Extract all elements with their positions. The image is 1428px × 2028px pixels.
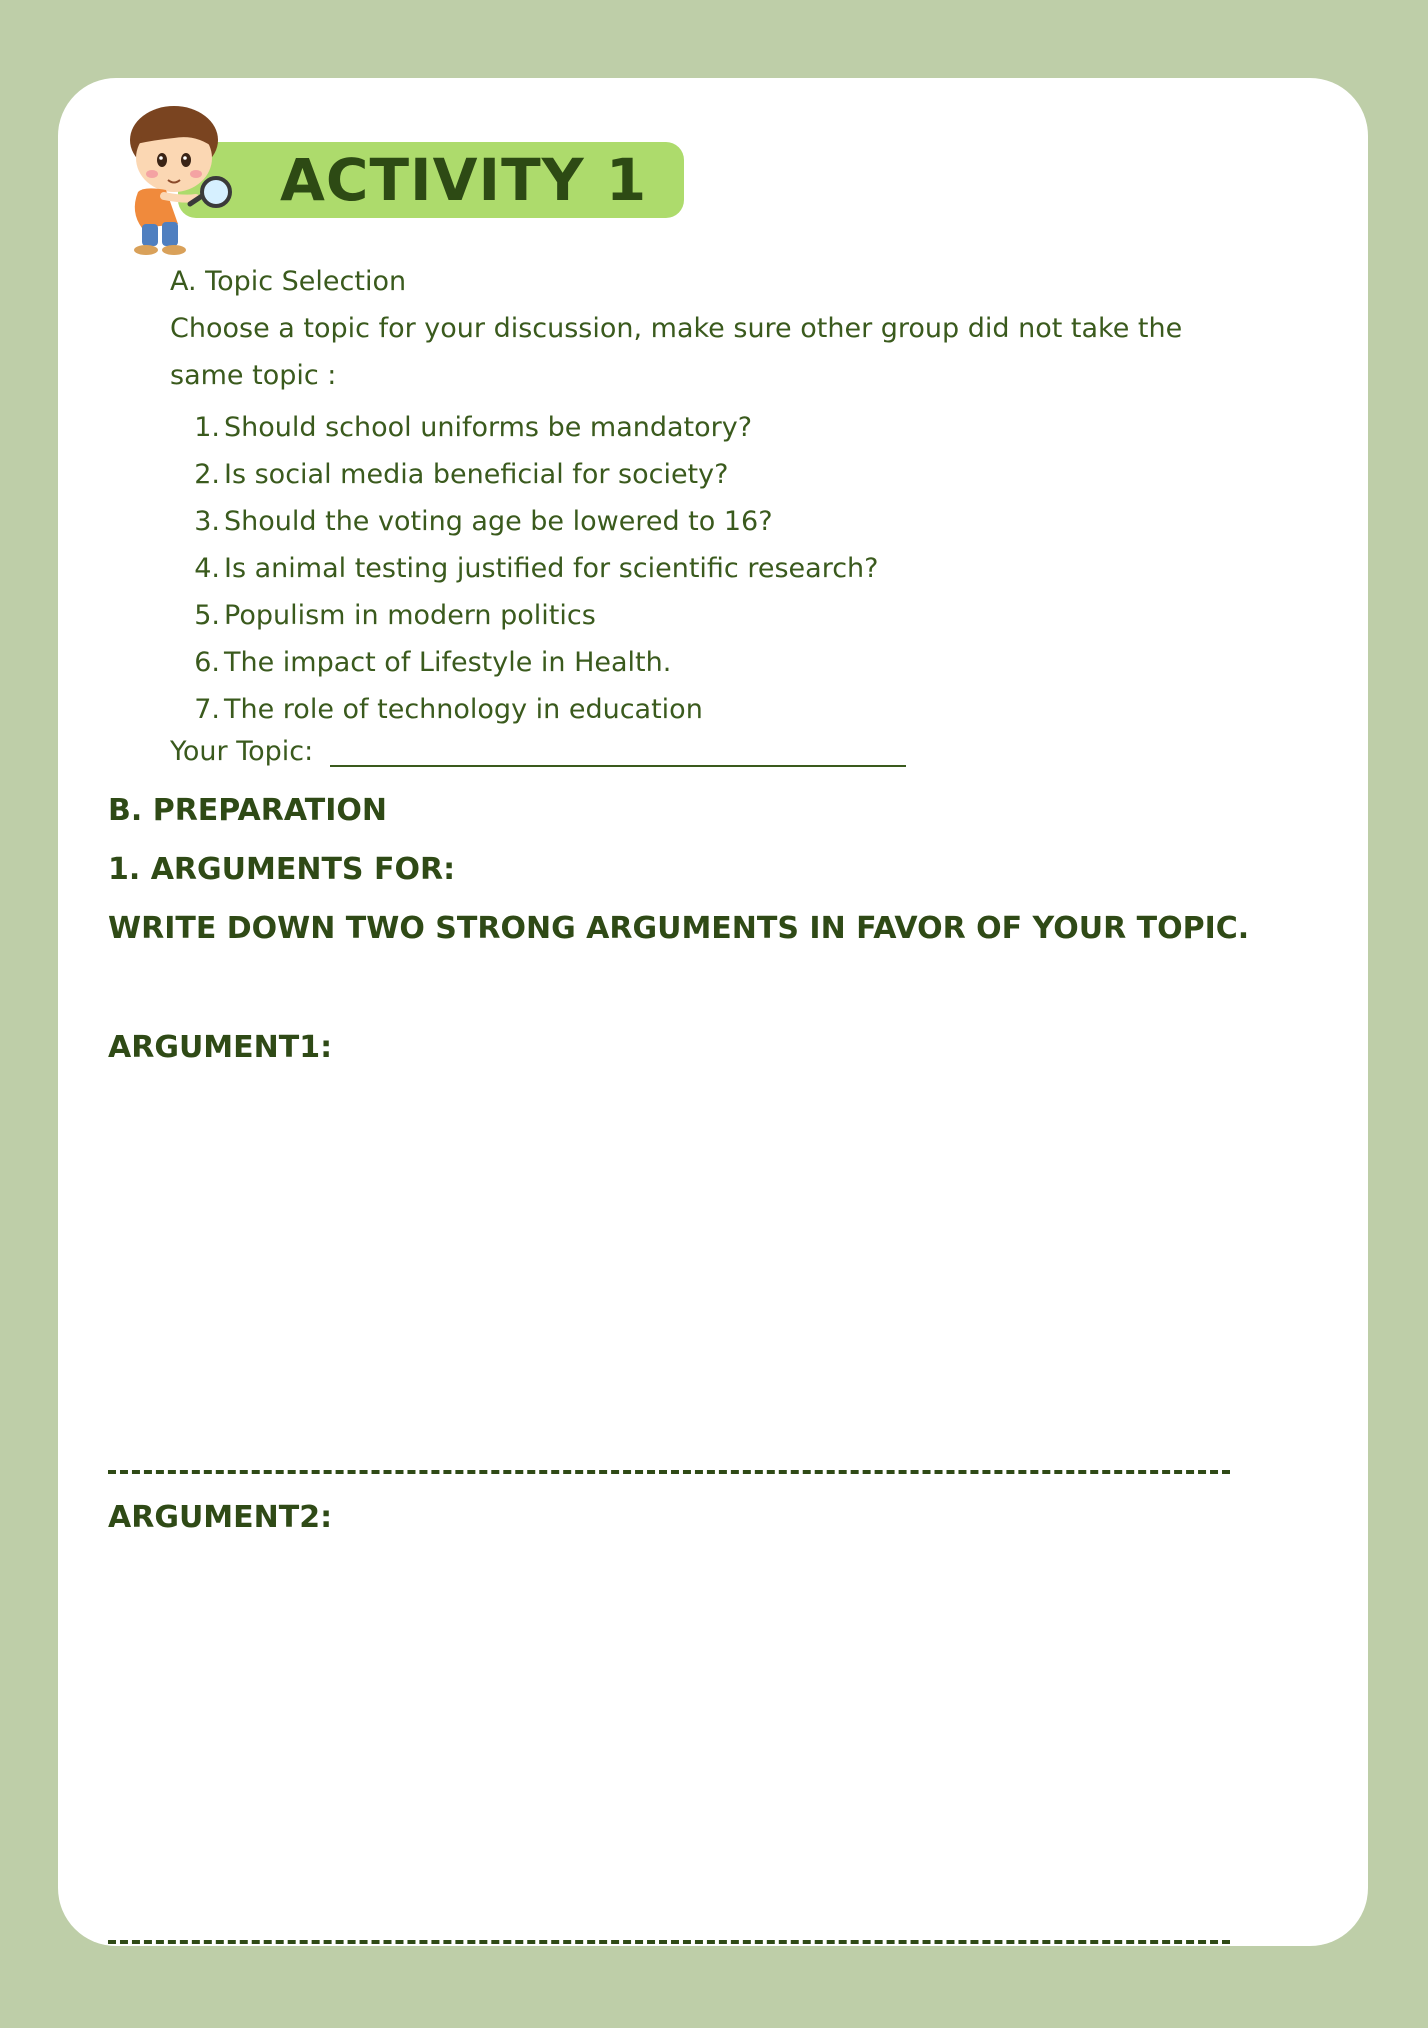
list-item: 6. The impact of Lifestyle in Health. [194,647,672,678]
worksheet-card [58,78,1368,1946]
argument2-label: ARGUMENT2: [108,1500,333,1535]
boy-magnifier-mascot-icon [104,100,234,260]
list-item: 7. The role of technology in education [194,694,703,725]
list-item: 3. Should the voting age be lowered to 16? [194,506,773,537]
argument1-answer-line[interactable] [108,1470,1230,1474]
list-item: 4. Is animal testing justified for scientific research? [194,553,879,584]
instructions-line-2: same topic : [170,360,337,391]
your-topic-blank[interactable] [330,765,906,767]
topic-list [192,404,879,733]
preparation-heading: B. PREPARATION [108,793,387,828]
arguments-instruction: WRITE DOWN TWO STRONG ARGUMENTS IN FAVOR OF YOUR TOPIC. [108,911,1250,946]
arguments-for-heading: 1. ARGUMENTS FOR: [108,852,456,887]
topic-selection-heading: A. Topic Selection [170,266,407,297]
list-item: 2. Is social media beneficial for society? [194,459,729,490]
list-item: 5. Populism in modern politics [194,600,596,631]
your-topic-label: Your Topic: [170,736,314,767]
argument2-answer-line[interactable] [108,1940,1230,1944]
instructions-line-1: Choose a topic for your discussion, make sure other group did not take the [170,313,1183,344]
argument1-label: ARGUMENT1: [108,1030,333,1065]
activity-title: ACTIVITY 1 [280,146,648,214]
list-item: 1. Should school uniforms be mandatory? [194,412,753,443]
